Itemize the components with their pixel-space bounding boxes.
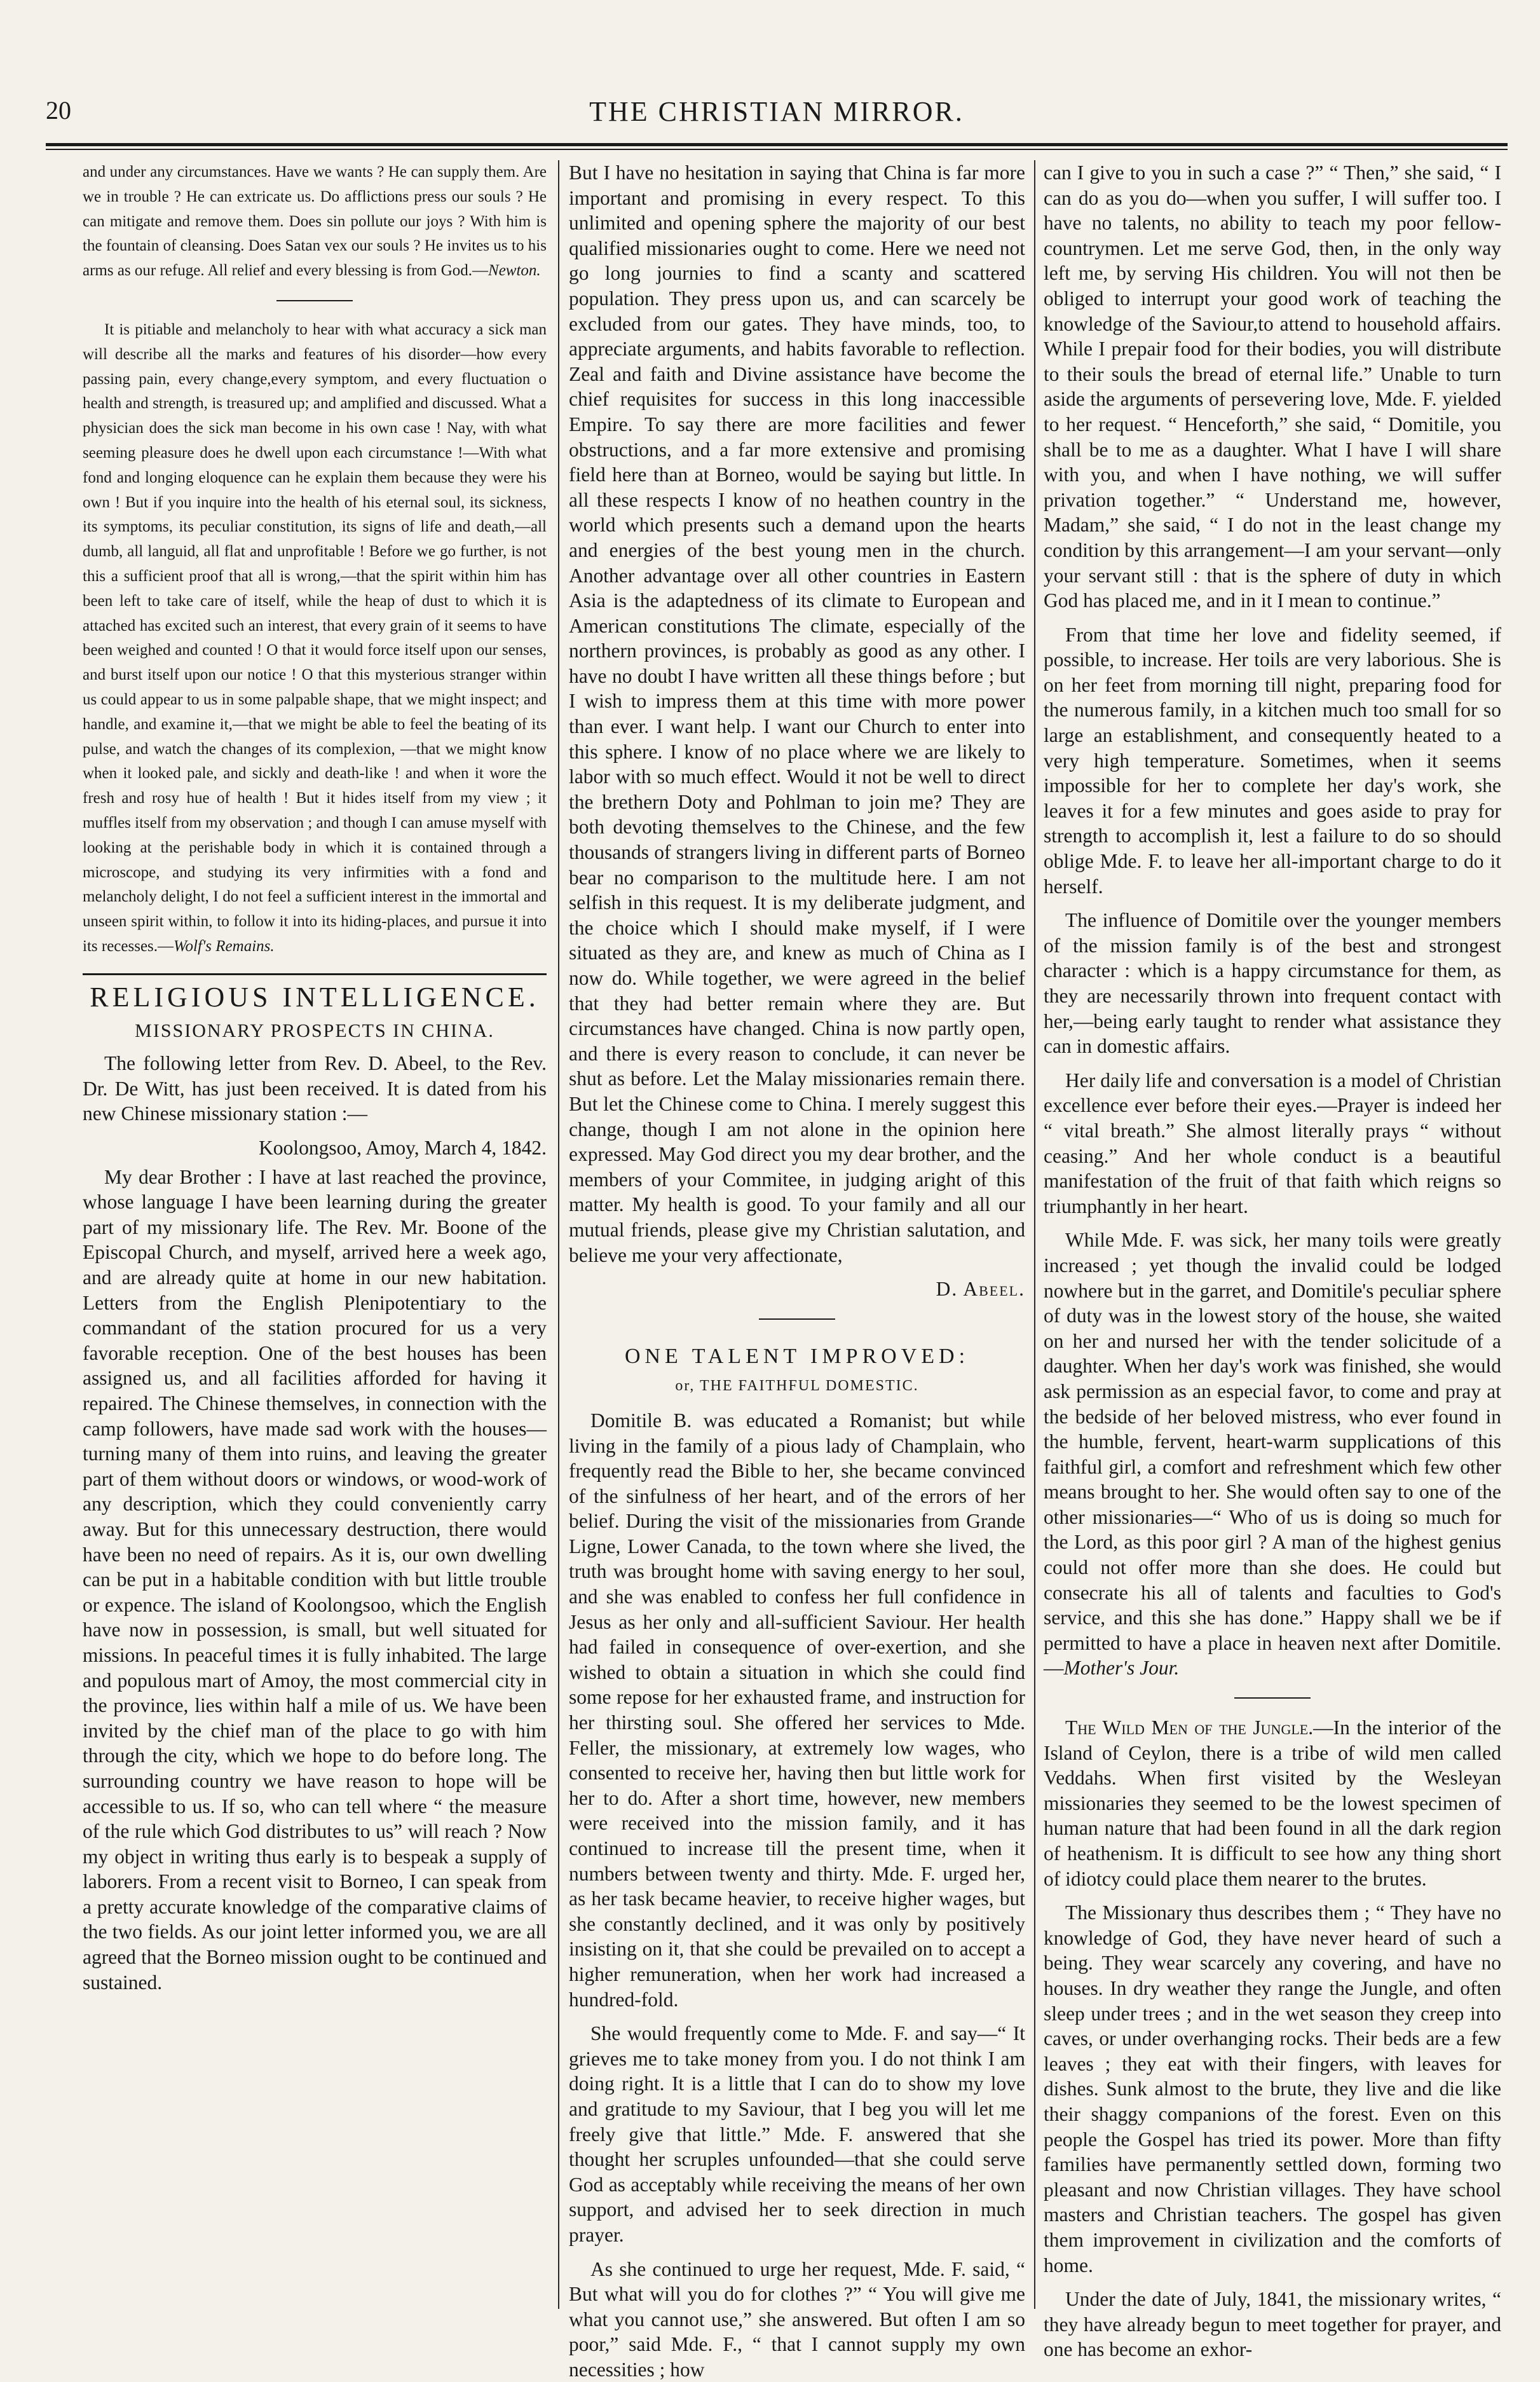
header-rule-thick [46,143,1508,146]
article-subheading: MISSIONARY PROSPECTS IN CHINA. [83,1019,547,1044]
separator-rule [276,300,353,301]
paragraph: The influence of Domitile over the younger members of the mission family is of the best and strongest character : which is a happy circumstance for them, as they are necessarily thrown into frequent contact with her,—being early taught to render what assistance they can in domestic affairs. [1044,908,1501,1059]
paragraph: Domitile B. was educated a Romanist; but while living in the family of a pious lady of Champlain, who frequently read the Bible to her, she became convinced of the sinfulness of her heart, and of the errors of her belief. During the visit of the missionaries from Grande Ligne, Lower Canada, to the town where she lived, the truth was brought home with saving energy to her soul, and she was enabled to confess her full confidence in Jesus as her only and all-sufficient Saviour. Her health had failed in consequence of over-exertion, and she wished to obtain a situation in which she could find some repose for her exhausted frame, and instruction for her thirsting soul. She offered her services to Mde. Feller, the missionary, at extremely low wages, who consented to receive her, having then but little work for her to do. After a short time, however, new members were received into the mission family, and it has continued to increase till the present time, when it numbers between twenty and thirty. Mde. F. urged her, as her task became heavier, to receive higher wages, but she constantly declined, and it was only by positively insisting on it, that she could be prevailed on to accept a higher remuneration, when her work had increased a hundred-fold. [569,1408,1025,2012]
letter-body: My dear Brother : I have at last reached the province, whose language I have been learning during the greater part of my missionary life. The Rev. Mr. Boone of the Episcopal Church, and myself, arrived here a week ago, and are already quite at home in our new habitation. Letters from the English Plenipotentiary to the commandant of the station procured for us a very favorable reception. One of the best houses has been assigned us, and all facilities afforded for having it repaired. The Chinese themselves, in connection with the camp followers, have made sad work with the houses—turning many of them into ruins, and leaving the greater part of them without doors or windows, or wood-work of any description, which they could conveniently carry away. But for this unnecessary destruction, there would have been no need of repairs. As it is, our own dwelling can be put in a habitable condition with but little trouble or expence. The island of Koolongsoo, which the English have now in possession, is small, but well situated for missions. In peaceful times it is fully inhabited. The large and populous mart of Amoy, the most commercial city in the province, lies within half a mile of us. We have been invited by the chief man of the place to go with him through the city, which we hope to do before long. The surrounding country we have reason to hope will be accessible to us. If so, who can tell where “ the measure of the rule which God distributes to us” will reach ? Now my object in writing thus early is to bespeak a supply of laborers. From a recent visit to Borneo, I can speak from a pretty accurate knowledge of the comparative claims of the two fields. As our joint letter informed you, we are all agreed that the Borneo mission ought to be continued and sustained. [83,1165,547,1995]
article-lead-heading: The Wild Men of the Jungle. [1065,1716,1313,1739]
paragraph: Under the date of July, 1841, the missionary writes, “ they have already begun to meet together for prayer, and one has become an exhor- [1044,2287,1501,2362]
column-divider [558,160,559,2309]
running-title: THE CHRISTIAN MIRROR. [46,95,1508,128]
column-right [1044,160,1501,2322]
page-header [46,89,1508,140]
paragraph: From that time her love and fidelity seemed, if possible, to increase. Her toils are very laborious. She is on her feet from morning till night, preparing food for the numerous family, in a kitchen much too small for so large an establishment, and consequently heated to a very high temperature. Sometimes, when it seems impossible for her to complete her day's work, she leaves it for a few minutes and goes aside to pray for strength to accomplish it, lest a failure to do so should oblige Mde. F. to leave her all-important charge to do it herself. [1044,622,1501,900]
paragraph: The Wild Men of the Jungle.—In the interior of the Island of Ceylon, there is a tribe of wild men called Veddahs. When first visited by the Wesleyan missionaries they seemed to be the lowest specimen of human nature that had been found in all the dark region of heathenism. It is difficult to see how any thing short of idiotcy could place them nearer to the brutes. [1044,1715,1501,1891]
article-intro: The following letter from Rev. D. Abeel, to the Rev. Dr. De Witt, has just been received. It is dated from his new Chinese missionary station :— [83,1051,547,1126]
wolf-paragraph: It is pitiable and melancholy to hear with what accuracy a sick man will describe all the marks and features of his disorder—how every passing pain, every change,every symptom, and every fluctuation o health and strength, is treasured up; and amplified and discussed. What a physician does the sick man become in his own case ! Nay, with what seeming pleasure does he dwell upon each circumstance !—With what fond and longing eloquence can he explain them because they were his own ! But if you inquire into the health of his eternal soul, its sickness, its symptoms, its peculiar constitution, its signs of life and death,—all dumb, all languid, all flat and unprofitable ! Before we go further, is not this a sufficient proof that all is wrong,—that the spirit within him has been left to take care of itself, while the heap of dust to which it is attached has excited such an interest, that every grain of it seems to have been weighed and counted ! O that it would force itself upon our senses, and burst itself upon our notice ! O that this mysterious stranger within us could appear to us in some palpable shape, that we might inspect; and handle, and examine it,—that we might be able to feel the beating of its pulse, and watch the changes of its complexion, —that we might know when it looked pale, and sickly and death-like ! and when it wore the fresh and rosy hue of health ! But it hides itself from my view ; it muffles itself from my observation ; and though I can amuse myself with looking at the perishable body in which it is contained through a microscope, and studying its very infirmities with a fond and melancholy delight, I do not feel a sufficient interest in the immortal and unseen spirit within, to follow it into its hiding-places, and pursue it into its recesses.—Wolf's Remains. [83,318,547,959]
paragraph: She would frequently come to Mde. F. and say—“ It grieves me to take money from you. I do not think I am doing right. It is a little that I can do to show my love and gratitude to my Saviour, that I beg you will let me freely give that little.” Mde. F. answered that she thought her scruples unfounded—that she could serve God as acceptably while receiving the means of her own support, and advised her to seek direction in much prayer. [569,2021,1025,2247]
paragraph: While Mde. F. was sick, her many toils were greatly increased ; yet though the invalid could be lodged nowhere but in the garret, and Domitile's peculiar sphere of duty was in the lowest story of the house, she waited on her and nursed her with the tender solicitude of a daughter. When her day's work was finished, she would ask permission as an especial favor, to come and pray at the bedside of her beloved mistress, who ever found in the humble, fervent, heart-warm supplications of this faithful girl, a comfort and refreshment which few other means brought to her. She would often say to one of the other missionaries—“ Who of us is doing so much for the Lord, as this poor girl ? A man of the highest genius could not offer more than she does. He could but consecrate his all of talents and faculties to God's service, and this she has done.” Happy shall we be if permitted to have a place in heaven next after Domitile.—Mother's Jour. [1044,1228,1501,1681]
newton-paragraph: and under any circumstances. Have we wants ? He can supply them. Are we in trouble ? He can extricate us. Do afflictions press our souls ? He can mitigate and remove them. Does sin pollute our joys ? With him is the fountain of cleansing. Does Satan vex our souls ? He invites us to his arms as our refuge. All relief and every blessing is from God.—Newton. [83,160,547,284]
separator-rule [1234,1697,1311,1699]
column-divider [1034,160,1035,2309]
page-number: 20 [46,95,71,125]
column-middle [569,160,1025,2322]
letter-dateline: Koolongsoo, Amoy, March 4, 1842. [83,1135,547,1161]
wolf-attribution: Wolf's Remains. [174,938,275,955]
paragraph: The Missionary thus describes them ; “ They have no knowledge of God, they have never heard of such a being. They wear scarcely any covering, and have no houses. In dry weather they range the Jungle, and often sleep under trees ; and in the wet season they creep into caves, or under overhanging rocks. Their beds are a few leaves ; they eat with their fingers, with leaves for dishes. Sunk almost to the brute, they live and die like their shaggy companions of the forest. Even on this people the Gospel has tried its power. More than fifty families have permanently settled down, forming two pleasant and now Christian villages. They have school masters and Christian teachers. The gospel has given them improvement in civilization and the comforts of home. [1044,1900,1501,2278]
letter-signature: D. Abeel. [569,1277,1025,1302]
paragraph: Her daily life and conversation is a model of Christian excellence ever before their eyes.—Prayer is indeed her “ vital breath.” She almost literally prays “ without ceasing.” And her whole conduct is a beautiful manifestation of the fruit of that faith which reigns so triumphantly in her heart. [1044,1068,1501,1219]
column-left [83,160,547,2322]
header-rule-thin [46,149,1508,150]
article-attribution: Mother's Jour. [1064,1657,1180,1679]
paragraph: As she continued to urge her request, Mde. F. said, “ But what will you do for clothes ?” “ You will give me what you cannot use,” she answered. But often I am so poor,” said Mde. F., “ that I cannot supply my own necessities ; how [569,2257,1025,2382]
section-heading: RELIGIOUS INTELLIGENCE. [83,973,547,1010]
separator-rule [759,1318,835,1320]
newton-attribution: Newton. [488,262,541,279]
paragraph: can I give to you in such a case ?” “ Then,” she said, “ I can do as you do—when you suffer, I will suffer too. I have no talents, no ability to teach my poor fellow-countrymen. Let me serve God, then, in the only way left me, by serving His children. You will not then be obliged to interrupt your good work of teaching the knowledge of the Saviour,to attend to household affairs. While I prepair food for their bodies, you will distribute to their souls the bread of eternal life.” Unable to turn aside the arguments of persevering love, Mde. F. yielded to her request. “ Henceforth,” she said, “ Domitile, you shall be to me as a daughter. What I have I will share with you, and when I have nothing, we will suffer privation together.” “ Understand me, however, Madam,” she said, “ I do not in the least change my condition by this arrangement—I am your servant—only your servant still : that is the sphere of duty in which God has placed me, and in it I mean to continue.” [1044,160,1501,613]
article-heading: ONE TALENT IMPROVED: [569,1344,1025,1369]
letter-continuation: But I have no hesitation in saying that China is far more important and promising in every respect. To this unlimited and opening sphere the majority of our best qualified missionaries ought to come. Here we need not go long journies to find a scanty and scattered population. They press upon us, and can scarcely be excluded from our gates. They have minds, too, to appreciate arguments, and habits favorable to reflection. Zeal and faith and Divine assistance have become the chief requisites for success in this long inaccessible Empire. To say there are more facilities and fewer obstructions, and a far more extensive and promising field here than at Borneo, would be saying but little. In all these respects I know of no heathen country in the world which presents such a demand upon the hearts and energies of the best young men in the church. Another advantage over all other countries in Eastern Asia is the adaptedness of its climate to European and American constitutions The climate, especially of the northern provinces, is probably as good as any other. I have no doubt I have written all these things before ; but I wish to impress them at this time with more power than ever. I want help. I want our Church to enter into this sphere. I know of no place where we are likely to labor with so much effect. Would it not be well to direct the brethern Doty and Pohlman to join me? They are both devoting themselves to the Chinese, and the few thousands of strangers living in different parts of Borneo bear no comparison to the multitude here. I am not selfish in this request. It is my deliberate judgment, and the choice which I should make myself, if I were situated as they are, and knew as much of China as I now do. While together, we were agreed in the belief that they had better remain where they are. But circumstances have changed. China is now partly open, and there is every reason to conclude, it can never be shut as before. Let the Malay missionaries remain there. But let the Chinese come to China. I merely suggest this change, though I am not alone in the opinion here expressed. May God direct you my dear brother, and the members of your Commitee, in judging aright of this matter. My health is good. To your family and all our mutual friends, please give my Christian salutation, and believe me your very affectionate, [569,160,1025,1268]
article-subheading: or, THE FAITHFUL DOMESTIC. [569,1374,1025,1399]
